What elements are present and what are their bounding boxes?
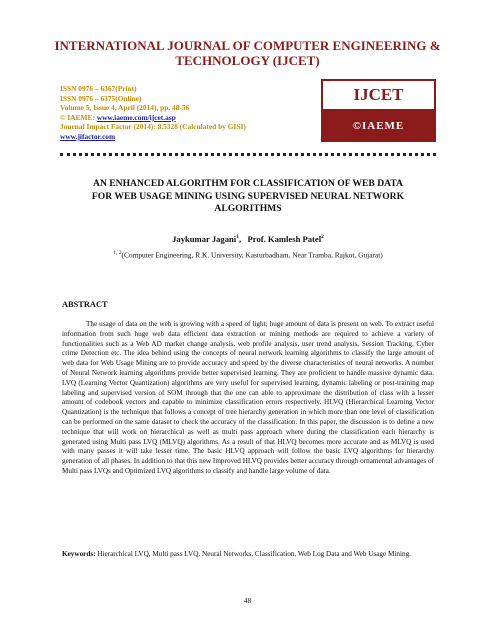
impact-factor: Journal Impact Factor (2014): 8.5328 (Calculated by GISI) [60, 122, 246, 132]
jifactor-link[interactable]: www.jifactor.com [60, 131, 116, 141]
paper-title [62, 178, 434, 216]
author-2-sup: 2 [321, 234, 324, 241]
keywords-label: Keywords: [62, 550, 96, 558]
issn-print: ISSN 0976 – 6367(Print) [60, 84, 137, 93]
dotted-divider [60, 153, 436, 158]
authors [62, 234, 434, 244]
affiliation [62, 250, 434, 259]
logo-ijcet-text: IJCET [323, 81, 434, 111]
paper-title-line3: ALGORITHMS [214, 203, 282, 214]
author-1: Jaykumar Jagani [172, 234, 237, 244]
keywords-text: Hierarchical LVQ, Multi pass LVQ, Neural Networks, Classification, Web Log Data and Web Usage Mining. [95, 550, 411, 558]
journal-meta [60, 84, 310, 142]
ijcet-logo [321, 79, 436, 142]
journal-title [30, 38, 465, 68]
paper-title-line1: AN ENHANCED ALGORITHM FOR CLASSIFICATION OF WEB DATA [93, 178, 403, 189]
author-2: Prof. Kamlesh Patel [247, 234, 322, 244]
author-separator: , [238, 234, 248, 244]
iaeme-line [60, 113, 310, 123]
affiliation-sup: 1, 2 [113, 250, 122, 256]
paper-title-line2: FOR WEB USAGE MINING USING SUPERVISED NEURAL NETWORK [91, 190, 405, 202]
journal-title-line1: INTERNATIONAL JOURNAL OF COMPUTER ENGINEERING & [54, 38, 441, 53]
issn-online: ISSN 0976 – 6375(Online) [60, 93, 142, 103]
abstract-body: The usage of data on the web is growing with a speed of light; huge amount of data is present on web. To extract useful information from such huge web data efficient data extraction or mining methods are required to achieve a variety of functionalities such as a Web AD market change analysis, web profile analysis, user trend analysis, Session Tracking, Cyber crime Detection etc. The idea behind using the concepts of neural network learning algorithms to classify the large amount of web data for Web Usage Mining are to provide accuracy and speed by the diverse characteristics of neural networks. A number of Neural Network learning algorithms provide better supervised learning. They are proficient to handle massive dynamic data. LVQ (Learning Vector Quantization) algorithms are very useful for supervised learning, dynamic labeling or post-training map labeling and supervised version of SOM through that the one can able to approximate the distribution of class with a lesser amount of codebook vectors and capable to minimize classification errors respectively. HLVQ (Hierarchical Learning Vector Quantization) is the technique that follows a concept of tree hierarchy generation in which more than one level of classification can be performed on the same dataset to check the accuracy of the classification. In this paper, the discussion is to define a new technique that will work on hierarchical as well as multi pass approach where during the classification each hierarchy is generated using Multi pass LVQ (MLVQ) algorithms. As a result of that HLVQ becomes more accurate and as MLVQ is used with many passes it will take lesser time. The basic HLVQ approach will follow the basic LVQ algorithms for hierarchy generation of all phases. In addition to that this new Improved HLVQ provides better accuracy through ornamental advantages of Multi pass LVQs and Optimized LVQ algorithms to classify and handle large volume of data. [62, 320, 434, 475]
iaeme-prefix: © IAEME: [60, 112, 97, 122]
logo-iaeme-text: ©IAEME [323, 111, 434, 142]
journal-title-line2: TECHNOLOGY (IJCET) [175, 53, 320, 68]
volume-info: Volume 5, Issue 4, April (2014), pp. 48-56 [60, 103, 190, 113]
keywords [62, 550, 434, 560]
author-1-sup: 1 [236, 234, 239, 241]
abstract-heading: ABSTRACT [62, 300, 108, 309]
iaeme-link[interactable]: www.iaeme.com/ijcet.asp [96, 112, 176, 122]
affiliation-text: (Computer Engineering, R.K. University, Kasturbadham, Near Tramba, Rajkot, Gujarat) [121, 250, 383, 260]
page-number: 48 [243, 596, 252, 605]
